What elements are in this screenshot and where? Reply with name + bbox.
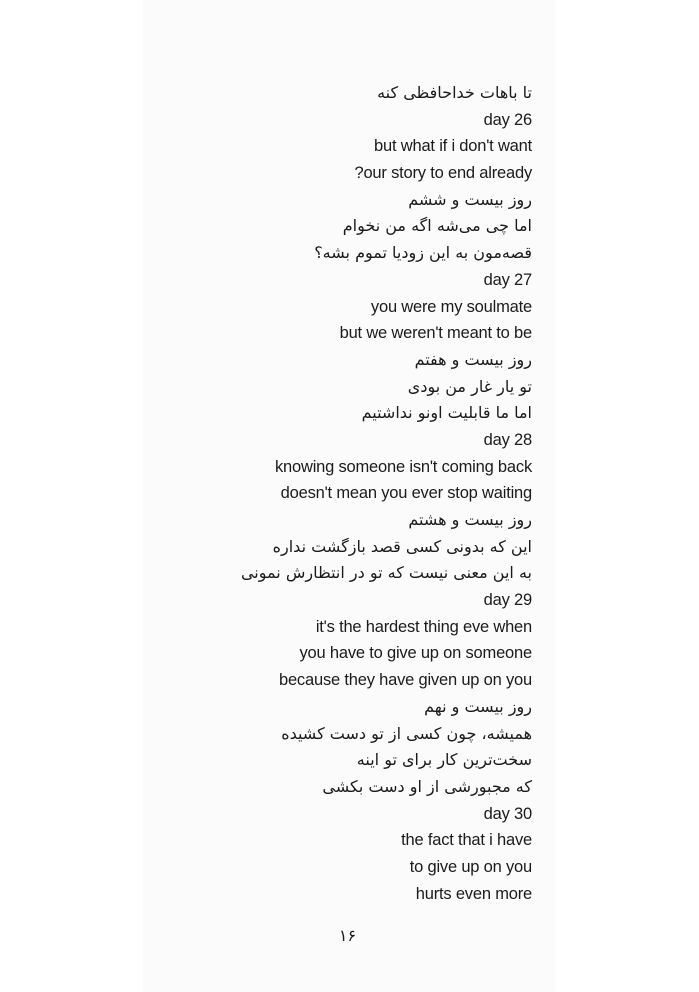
- text-line: doesn't mean you ever stop waiting: [280, 484, 532, 503]
- text-line: but we weren't meant to be: [339, 324, 532, 343]
- text-line: ?our story to end already: [354, 164, 532, 183]
- day-heading: day 27: [483, 270, 532, 289]
- text-line: to give up on you: [409, 857, 532, 876]
- text-line: اما ما قابلیت اونو نداشتیم: [361, 403, 532, 423]
- text-line: the fact that i have: [401, 831, 532, 850]
- text-line: این که بدونی کسی قصد بازگشت نداره: [272, 536, 532, 556]
- day-heading: day 30: [483, 804, 532, 823]
- text-line: it's the hardest thing eve when: [315, 617, 532, 636]
- text-line: but what if i don't want: [374, 137, 532, 156]
- text-line: اما چی می‌شه اگه من نخوام: [342, 216, 532, 236]
- text-line: you were my soulmate: [370, 297, 532, 316]
- day-heading-persian: روز بیست و نهم: [424, 696, 532, 716]
- text-line: knowing someone isn't coming back: [274, 457, 532, 476]
- day-heading-persian: روز بیست و ششم: [408, 189, 532, 209]
- day-heading-persian: روز بیست و هشتم: [408, 510, 532, 529]
- text-line: you have to give up on someone: [299, 644, 532, 663]
- text-line: به این معنی نیست که تو در انتظارش نمونی: [240, 563, 532, 583]
- text-line: تا باهات خداحافظی کنه: [377, 83, 532, 102]
- day-heading-persian: روز بیست و هفتم: [414, 349, 532, 369]
- day-heading: day 28: [483, 430, 532, 449]
- text-line: سخت‌ترین کار برای تو اینه: [356, 750, 532, 770]
- day-heading: day 29: [483, 591, 532, 610]
- poem-text: [172, 80, 532, 907]
- text-line: قصه‌مون به این زودیا تموم بشه؟: [314, 243, 532, 263]
- page-number: ۱۶: [338, 926, 357, 945]
- text-line: که مجبورشی از او دست بکشی: [322, 776, 532, 796]
- day-heading: day 26: [483, 110, 532, 129]
- text-line: همیشه، چون کسی از تو دست کشیده: [281, 723, 532, 743]
- text-line: تو یار غار من بودی: [407, 376, 532, 396]
- text-line: because they have given up on you: [278, 671, 532, 690]
- text-line: hurts even more: [415, 884, 532, 903]
